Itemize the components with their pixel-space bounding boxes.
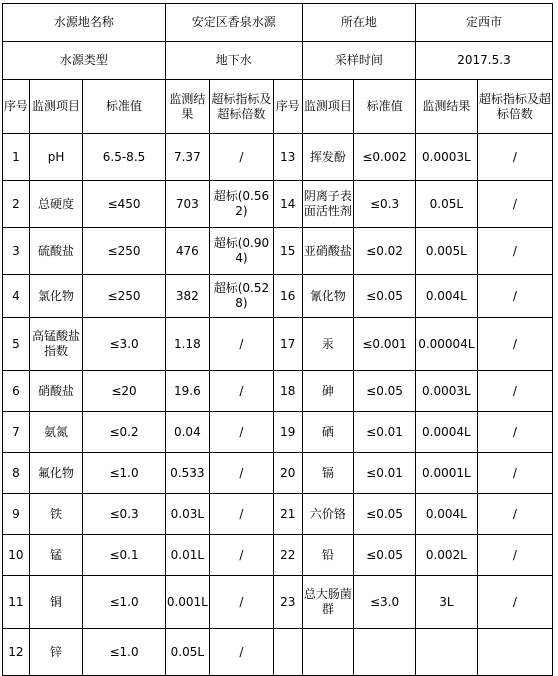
standard-value-cell: ≤0.05 xyxy=(354,371,416,412)
result-value-cell: 0.005L xyxy=(415,228,477,275)
item-name-cell: 砷 xyxy=(302,371,353,412)
item-name-cell: 氟化物 xyxy=(29,453,83,494)
standard-value-cell: 6.5-8.5 xyxy=(83,134,165,181)
table-row xyxy=(3,453,553,494)
row-number-cell: 13 xyxy=(273,134,302,181)
item-name-cell: 氰化物 xyxy=(302,275,353,318)
col-header-item-right: 监测项目 xyxy=(302,80,353,134)
exceed-value-cell: / xyxy=(477,134,552,181)
exceed-value-cell: / xyxy=(477,535,552,576)
col-header-seq-right: 序号 xyxy=(273,80,302,134)
standard-value-cell: ≤1.0 xyxy=(83,629,165,676)
row-number-cell: 21 xyxy=(273,494,302,535)
item-name-cell: 六价铬 xyxy=(302,494,353,535)
row-number-cell: 8 xyxy=(3,453,30,494)
item-name-cell: 铁 xyxy=(29,494,83,535)
result-value-cell: 0.004L xyxy=(415,275,477,318)
table-row xyxy=(3,371,553,412)
item-name-cell: 高锰酸盐指数 xyxy=(29,318,83,371)
table-row xyxy=(3,576,553,629)
water-quality-table xyxy=(2,3,553,676)
exceed-value-cell: / xyxy=(477,275,552,318)
standard-value-cell: ≤20 xyxy=(83,371,165,412)
result-value-cell: 0.0003L xyxy=(415,134,477,181)
col-header-result: 监测结果 xyxy=(165,80,209,134)
row-number-cell: 10 xyxy=(3,535,30,576)
source-name-value: 安定区香泉水源 xyxy=(165,4,302,42)
item-name-cell: 锰 xyxy=(29,535,83,576)
result-value-cell: 3L xyxy=(415,576,477,629)
standard-value-cell: ≤0.2 xyxy=(83,412,165,453)
result-value-cell: 0.004L xyxy=(415,494,477,535)
row-number-cell: 16 xyxy=(273,275,302,318)
item-name-cell: 挥发酚 xyxy=(302,134,353,181)
exceed-value-cell: 超标(0.904) xyxy=(209,228,273,275)
table-row xyxy=(3,535,553,576)
result-value-cell: 703 xyxy=(165,181,209,228)
location-label: 所在地 xyxy=(302,4,415,42)
exceed-value-cell xyxy=(477,629,552,676)
row-number-cell: 14 xyxy=(273,181,302,228)
header-row-type xyxy=(3,42,553,80)
exceed-value-cell: / xyxy=(209,576,273,629)
col-header-seq: 序号 xyxy=(3,80,30,134)
exceed-value-cell: / xyxy=(209,134,273,181)
item-name-cell: pH xyxy=(29,134,83,181)
result-value-cell: 19.6 xyxy=(165,371,209,412)
exceed-value-cell: / xyxy=(477,412,552,453)
exceed-value-cell: / xyxy=(477,318,552,371)
row-number-cell: 3 xyxy=(3,228,30,275)
exceed-value-cell: / xyxy=(209,629,273,676)
row-number-cell: 15 xyxy=(273,228,302,275)
standard-value-cell: ≤0.01 xyxy=(354,453,416,494)
table-row xyxy=(3,228,553,275)
item-name-cell: 氯化物 xyxy=(29,275,83,318)
result-value-cell: 1.18 xyxy=(165,318,209,371)
item-name-cell: 硝酸盐 xyxy=(29,371,83,412)
exceed-value-cell: / xyxy=(209,494,273,535)
row-number-cell: 5 xyxy=(3,318,30,371)
row-number-cell: 12 xyxy=(3,629,30,676)
row-number-cell: 17 xyxy=(273,318,302,371)
table-row xyxy=(3,181,553,228)
standard-value-cell: ≤0.05 xyxy=(354,535,416,576)
standard-value-cell: ≤3.0 xyxy=(354,576,416,629)
table-row xyxy=(3,275,553,318)
exceed-value-cell: / xyxy=(477,181,552,228)
location-value: 定西市 xyxy=(415,4,552,42)
sampling-time-value: 2017.5.3 xyxy=(415,42,552,80)
item-name-cell: 镉 xyxy=(302,453,353,494)
exceed-value-cell: / xyxy=(209,371,273,412)
exceed-value-cell: / xyxy=(477,576,552,629)
table-row xyxy=(3,318,553,371)
standard-value-cell: ≤0.3 xyxy=(354,181,416,228)
table-row xyxy=(3,412,553,453)
standard-value-cell: ≤250 xyxy=(83,275,165,318)
standard-value-cell: ≤1.0 xyxy=(83,576,165,629)
standard-value-cell: ≤0.001 xyxy=(354,318,416,371)
exceed-value-cell: / xyxy=(477,228,552,275)
row-number-cell: 11 xyxy=(3,576,30,629)
exceed-value-cell: / xyxy=(209,318,273,371)
col-header-result-right: 监测结果 xyxy=(415,80,477,134)
table-row xyxy=(3,494,553,535)
result-value-cell: 0.0001L xyxy=(415,453,477,494)
col-header-exceed-right: 超标指标及超标倍数 xyxy=(477,80,552,134)
row-number-cell: 2 xyxy=(3,181,30,228)
col-header-item: 监测项目 xyxy=(29,80,83,134)
item-name-cell: 铅 xyxy=(302,535,353,576)
result-value-cell: 0.03L xyxy=(165,494,209,535)
standard-value-cell: ≤450 xyxy=(83,181,165,228)
result-value-cell: 0.002L xyxy=(415,535,477,576)
data-rows xyxy=(3,134,553,676)
sampling-time-label: 采样时间 xyxy=(302,42,415,80)
row-number-cell: 7 xyxy=(3,412,30,453)
result-value-cell: 0.0004L xyxy=(415,412,477,453)
exceed-value-cell: / xyxy=(477,453,552,494)
row-number-cell: 23 xyxy=(273,576,302,629)
standard-value-cell: ≤0.3 xyxy=(83,494,165,535)
exceed-value-cell: 超标(0.562) xyxy=(209,181,273,228)
col-header-exceed: 超标指标及超标倍数 xyxy=(209,80,273,134)
exceed-value-cell: 超标(0.528) xyxy=(209,275,273,318)
standard-value-cell: ≤0.002 xyxy=(354,134,416,181)
item-name-cell: 亚硝酸盐 xyxy=(302,228,353,275)
result-value-cell: 0.00004L xyxy=(415,318,477,371)
row-number-cell: 20 xyxy=(273,453,302,494)
column-header-row xyxy=(3,80,553,134)
item-name-cell: 总硬度 xyxy=(29,181,83,228)
source-type-value: 地下水 xyxy=(165,42,302,80)
table-row xyxy=(3,134,553,181)
exceed-value-cell: / xyxy=(477,371,552,412)
result-value-cell: 0.04 xyxy=(165,412,209,453)
row-number-cell: 22 xyxy=(273,535,302,576)
row-number-cell: 1 xyxy=(3,134,30,181)
exceed-value-cell: / xyxy=(209,535,273,576)
result-value-cell: 0.05L xyxy=(415,181,477,228)
header-row-source xyxy=(3,4,553,42)
table-row xyxy=(3,629,553,676)
standard-value-cell: ≤0.05 xyxy=(354,494,416,535)
row-number-cell: 6 xyxy=(3,371,30,412)
row-number-cell: 19 xyxy=(273,412,302,453)
row-number-cell xyxy=(273,629,302,676)
standard-value-cell: ≤0.1 xyxy=(83,535,165,576)
row-number-cell: 9 xyxy=(3,494,30,535)
source-name-label: 水源地名称 xyxy=(3,4,166,42)
result-value-cell: 0.533 xyxy=(165,453,209,494)
exceed-value-cell: / xyxy=(209,453,273,494)
exceed-value-cell: / xyxy=(209,412,273,453)
row-number-cell: 4 xyxy=(3,275,30,318)
item-name-cell: 氨氮 xyxy=(29,412,83,453)
result-value-cell: 7.37 xyxy=(165,134,209,181)
standard-value-cell: ≤3.0 xyxy=(83,318,165,371)
source-type-label: 水源类型 xyxy=(3,42,166,80)
standard-value-cell: ≤0.01 xyxy=(354,412,416,453)
result-value-cell: 382 xyxy=(165,275,209,318)
standard-value-cell: ≤0.02 xyxy=(354,228,416,275)
result-value-cell: 0.001L xyxy=(165,576,209,629)
item-name-cell: 汞 xyxy=(302,318,353,371)
result-value-cell: 0.01L xyxy=(165,535,209,576)
item-name-cell: 硫酸盐 xyxy=(29,228,83,275)
item-name-cell: 阴离子表面活性剂 xyxy=(302,181,353,228)
standard-value-cell: ≤0.05 xyxy=(354,275,416,318)
standard-value-cell: ≤1.0 xyxy=(83,453,165,494)
standard-value-cell: ≤250 xyxy=(83,228,165,275)
item-name-cell xyxy=(302,629,353,676)
item-name-cell: 锌 xyxy=(29,629,83,676)
result-value-cell: 0.05L xyxy=(165,629,209,676)
item-name-cell: 总大肠菌群 xyxy=(302,576,353,629)
result-value-cell xyxy=(415,629,477,676)
standard-value-cell xyxy=(354,629,416,676)
result-value-cell: 476 xyxy=(165,228,209,275)
col-header-standard-right: 标准值 xyxy=(354,80,416,134)
result-value-cell: 0.0003L xyxy=(415,371,477,412)
exceed-value-cell: / xyxy=(477,494,552,535)
col-header-standard: 标准值 xyxy=(83,80,165,134)
item-name-cell: 硒 xyxy=(302,412,353,453)
row-number-cell: 18 xyxy=(273,371,302,412)
item-name-cell: 铜 xyxy=(29,576,83,629)
